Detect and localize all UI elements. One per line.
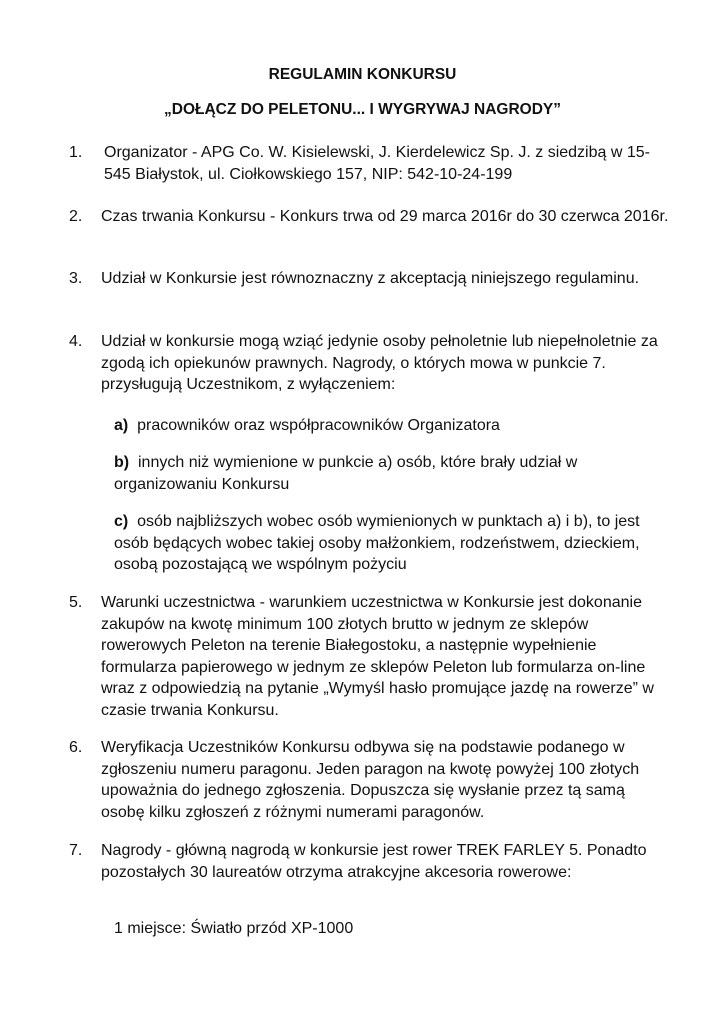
rule-text: Udział w konkursie mogą wziąć jedynie osoby pełnoletnie lub niepełnoletnie za zgodą ich opiekunów prawnych. Nagrody, o których mowa w punkcie 7. przysługują Uczestnikom, z wyłączeniem: (101, 333, 658, 393)
rule-item-2 (69, 206, 669, 228)
exclusion-item-c (114, 511, 654, 576)
exclusion-item-a (114, 415, 654, 437)
rule-text: Organizator - APG Co. W. Kisielewski, J. Kierdelewicz Sp. J. z siedzibą w 15-545 Białystok, ul. Ciołkowskiego 157, NIP: 542-10-24-199 (104, 144, 650, 183)
rule-number: 7. (69, 842, 83, 859)
rule-text: Nagrody - główną nagrodą w konkursie jest rower TREK FARLEY 5. Ponadto pozostałych 30 laureatów otrzyma atrakcyjne akcesoria rowerowe: (101, 842, 647, 881)
rule-item-7 (69, 840, 669, 883)
rule-item-4 (69, 331, 669, 396)
rule-item-6 (69, 737, 669, 823)
rule-text: Udział w Konkursie jest równoznaczny z akceptacją niniejszego regulaminu. (101, 270, 640, 287)
document-subtitle: „DOŁĄCZ DO PELETONU... I WYGRYWAJ NAGRODY” (164, 101, 561, 118)
rule-text: Warunki uczestnictwa - warunkiem uczestnictwa w Konkursie jest dokonanie zakupów na kwotę minimum 100 złotych brutto w jednym ze sklepów rowerowych Peleton na terenie Białegostoku, a następnie wypełnienie formularza papierowego w jednym ze sklepów Peleton lub formularza on-line wraz z odpowiedzią na pytanie „Wymyśl hasło promujące jazdę na rowerze” w czasie trwania Konkursu. (101, 594, 654, 719)
exclusion-label: a) (114, 417, 129, 434)
rule-number: 6. (69, 739, 83, 756)
exclusion-label: c) (114, 513, 129, 530)
rule-number: 2. (69, 208, 83, 225)
rule-number: 4. (69, 333, 83, 350)
rule-item-5 (69, 592, 669, 721)
prize-line: 1 miejsce: Światło przód XP-1000 (114, 920, 354, 937)
document-title: REGULAMIN KONKURSU (268, 66, 457, 83)
exclusion-text: osób najbliższych wobec osób wymienionych w punktach a) i b), to jest osób będących wobec takiej osoby małżonkiem, rodzeństwem, dzieckiem, osobą pozostającą we wspólnym pożyciu (114, 513, 640, 573)
rule-item-3 (69, 268, 669, 290)
rule-text: Weryfikacja Uczestników Konkursu odbywa się na podstawie podanego w zgłoszeniu numeru paragonu. Jeden paragon na kwotę powyżej 100 złotych upoważnia do jednego zgłoszenia. Dopuszcza się wysłanie przez tą samą osobę kilku zgłoszeń z różnymi numerami paragonów. (101, 739, 640, 821)
exclusion-item-b (114, 452, 654, 495)
exclusion-text: innych niż wymienione w punkcie a) osób, które brały udział w organizowaniu Konkursu (114, 454, 578, 493)
rule-number: 1. (69, 144, 83, 161)
rule-item-1 (69, 142, 669, 185)
rule-number: 3. (69, 270, 83, 287)
exclusion-text: pracowników oraz współpracowników Organizatora (137, 417, 500, 434)
rule-number: 5. (69, 594, 83, 611)
exclusion-label: b) (114, 454, 130, 471)
rule-text: Czas trwania Konkursu - Konkurs trwa od 29 marca 2016r do 30 czerwca 2016r. (101, 208, 669, 225)
